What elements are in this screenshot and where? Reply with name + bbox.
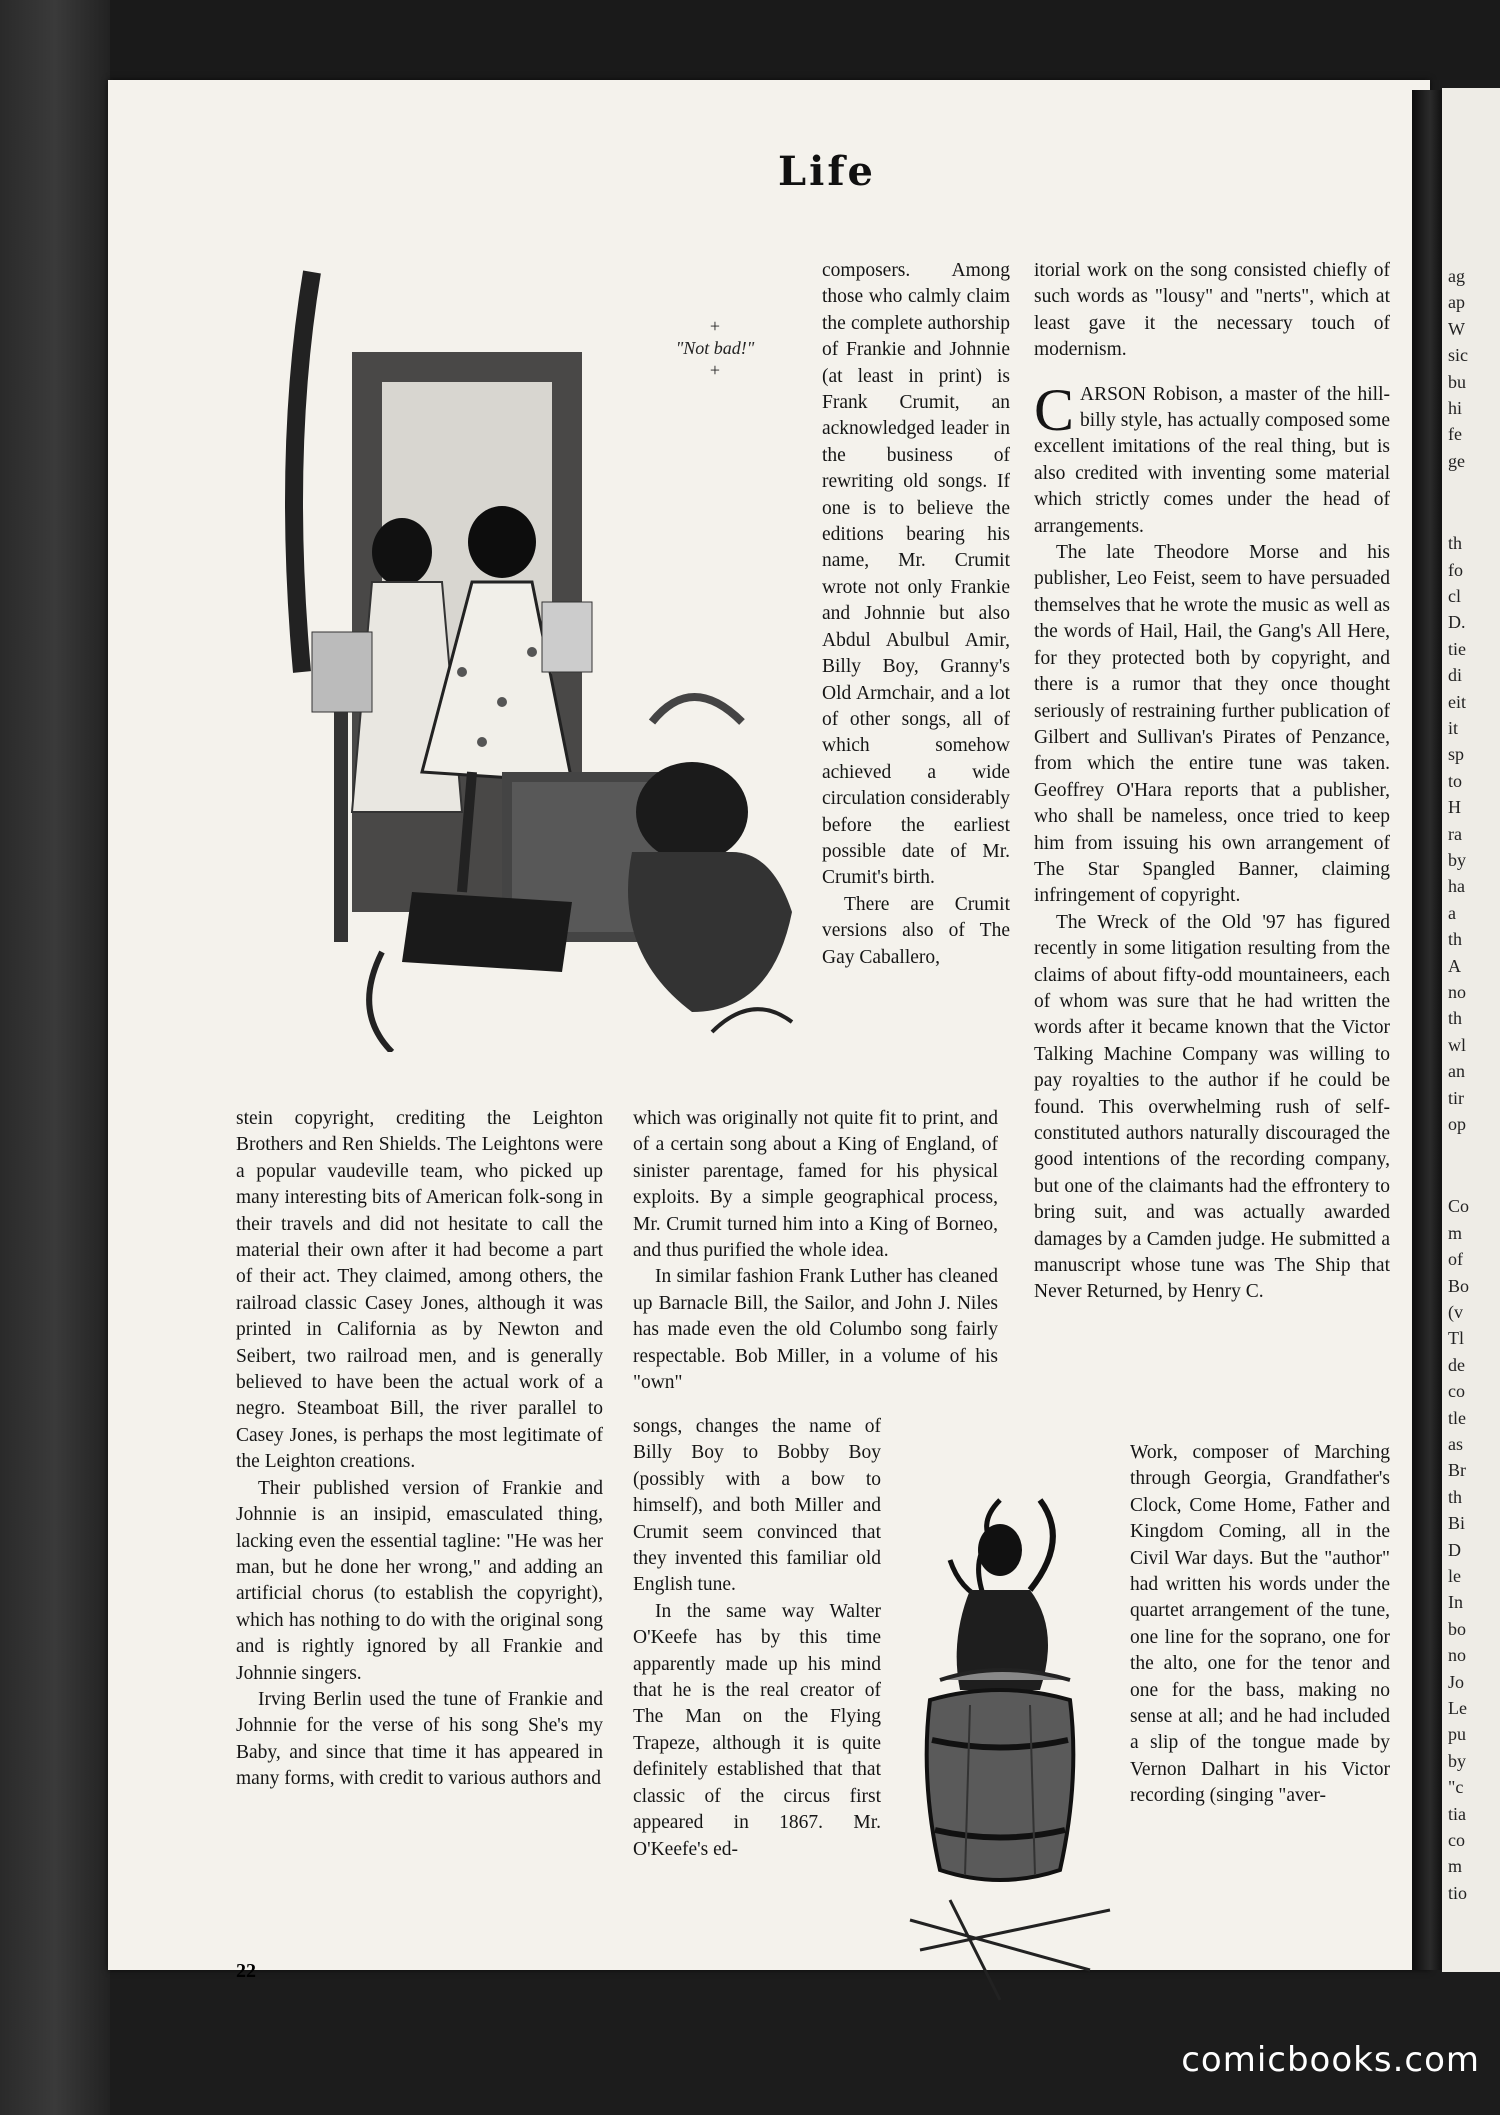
paragraph: The late Theodore Morse and his publisher, Leo Feist, seem to have persuaded themselves that he wrote the music as well as the words of Hail, Hail, the Gang's All Here, for they protected both by copyright, and there is a rumor that they once thought seriously of restraining further publication of Gilbert and Sullivan's Pirates of Penzance, from which the entire tune was taken. Geoffrey O'Hara reports that a publisher, who shall be nameless, once tried to keep him from issuing his own arrangement of The Star Spangled Banner, claiming infringement of copyright. bbox=[1034, 542, 1390, 907]
adjacent-page-text-fragment: ag bbox=[1448, 266, 1465, 286]
adjacent-page-text-fragment: sic bbox=[1448, 345, 1468, 366]
adjacent-page-text-fragment: co bbox=[1448, 1381, 1465, 1402]
adjacent-page-text-fragment: D bbox=[1448, 1539, 1461, 1560]
adjacent-page-text-fragment: of bbox=[1448, 1249, 1463, 1270]
caption-ornament-top: + bbox=[709, 316, 721, 336]
adjacent-page-text-fragment: eit bbox=[1448, 691, 1466, 712]
drop-cap: C bbox=[1034, 376, 1075, 443]
adjacent-page-text-fragment: Br bbox=[1448, 1460, 1466, 1481]
adjacent-page-text-fragment: fe bbox=[1448, 424, 1462, 445]
adjacent-page-text-fragment: by bbox=[1448, 850, 1466, 870]
scan-border-top bbox=[0, 0, 1500, 80]
paragraph: Their published version of Frankie and Johnnie is an insipid, emasculated thing, lacking even the essential tagline: "He was her man, but he done her wrong," and adding an artificial chorus (to establish the copyright), which has nothing to do with the original song and is rightly ignored by all Frankie and Johnnie singers. bbox=[236, 1477, 603, 1684]
adjacent-page-text-fragment: Tl bbox=[1448, 1328, 1464, 1349]
paragraph-dropcap bbox=[1034, 376, 1390, 540]
column-c-narrow bbox=[1130, 1440, 1390, 1810]
adjacent-page-text-fragment: tia bbox=[1448, 1803, 1466, 1824]
adjacent-page-text-fragment: le bbox=[1448, 1566, 1461, 1586]
adjacent-page-text-fragment: "c bbox=[1448, 1777, 1464, 1798]
adjacent-page-text-fragment: wl bbox=[1448, 1034, 1466, 1055]
column-b bbox=[633, 1106, 998, 1396]
adjacent-page-text-fragment: bu bbox=[1448, 371, 1466, 392]
adjacent-page-text-fragment: a bbox=[1448, 902, 1456, 923]
column-c bbox=[1034, 258, 1390, 1306]
adjacent-page-text-fragment: H bbox=[1448, 797, 1461, 818]
adjacent-page-text-fragment: ge bbox=[1448, 450, 1465, 471]
scan-border-left bbox=[0, 0, 110, 2115]
masthead-title: Life bbox=[778, 148, 876, 195]
adjacent-page-text-fragment: m bbox=[1448, 1222, 1463, 1243]
paragraph: In the same way Walter O'Keefe has by this time apparently made up his mind that he is the real creator of The Man on the Flying Trapeze, although it is quite definitely established that that classic of the circus first appeared in 1867. Mr. O'Keefe's ed- bbox=[633, 1600, 881, 1860]
paragraph-text: ARSON Robison, a master of the hill-billy style, has actually composed some excellent imitations of the real thing, but is also credited with inventing some material which strictly comes under the head of arrangements. bbox=[1034, 383, 1390, 537]
adjacent-page-text-fragment: as bbox=[1448, 1434, 1463, 1454]
adjacent-page-text-fragment: it bbox=[1448, 718, 1459, 738]
adjacent-page-text-fragment: di bbox=[1448, 665, 1463, 686]
adjacent-page-text-fragment: th bbox=[1448, 533, 1463, 554]
adjacent-page-text-fragment: an bbox=[1448, 1061, 1465, 1082]
column-b-top bbox=[822, 258, 1010, 971]
adjacent-page-text-fragment: Co bbox=[1448, 1196, 1470, 1217]
adjacent-page-text-fragment: no bbox=[1448, 1645, 1466, 1666]
adjacent-page-text-fragment: W bbox=[1448, 318, 1465, 339]
column-a bbox=[236, 1106, 603, 1793]
caption-ornament-bottom: + bbox=[709, 360, 721, 380]
adjacent-page-edge bbox=[1442, 88, 1500, 1972]
adjacent-page-text-fragment: by bbox=[1448, 1750, 1466, 1771]
paragraph: Work, composer of Marching through Georgia, Grandfather's Clock, Come Home, Father and Kingdom Coming, all in the Civil War days. But the "author" had written his words under the quartet arrangement of the tune, one line for the soprano, one for the alto, one for the tenor and one for the bass, making no sense at all; and he had included a slip of the tongue made by Vernon Dalhart in his Victor recording (singing "aver- bbox=[1130, 1442, 1390, 1807]
adjacent-page-text-fragment: th bbox=[1448, 1008, 1463, 1029]
cartoon-caption bbox=[650, 316, 780, 380]
adjacent-page-text-fragment: ra bbox=[1448, 823, 1462, 844]
watermark: comicbooks.com bbox=[1181, 2040, 1480, 2080]
adjacent-page-text-fragment: D. bbox=[1448, 612, 1466, 633]
adjacent-page-text-fragment: hi bbox=[1448, 398, 1463, 418]
adjacent-page-text-fragment: (v bbox=[1448, 1302, 1463, 1322]
book-gutter bbox=[1412, 90, 1442, 1970]
adjacent-page-text-fragment: to bbox=[1448, 770, 1463, 791]
paragraph: which was originally not quite fit to print, and of a certain song about a King of England, of sinister parentage, famed for his physical exploits. By a simple geographical process, Mr. Crumit turned him into a King of Borneo, and thus purified the whole idea. bbox=[633, 1108, 998, 1262]
adjacent-page-text-fragment: ha bbox=[1448, 876, 1465, 897]
adjacent-page-text-fragment: Bi bbox=[1448, 1513, 1466, 1534]
page-number: 22 bbox=[236, 1960, 256, 1982]
adjacent-page-text-fragment: ap bbox=[1448, 292, 1465, 313]
illustration-barrel-figure bbox=[890, 1480, 1120, 2010]
adjacent-page-text-fragment: pu bbox=[1448, 1724, 1466, 1745]
paragraph: itorial work on the song consisted chiefly of such words as "lousy" and "nerts", which at least gave it the necessary touch of modernism. bbox=[1034, 260, 1390, 361]
adjacent-page-text-fragment: In bbox=[1448, 1592, 1463, 1613]
adjacent-page-text-fragment: A bbox=[1448, 955, 1461, 976]
paragraph: In similar fashion Frank Luther has cleaned up Barnacle Bill, the Sailor, and John J. Niles has made even the old Columbo song fairly respectable. Bob Miller, in a volume of his "own" bbox=[633, 1266, 998, 1394]
paragraph: songs, changes the name of Billy Boy to Bobby Boy (possibly with a bow to himself), and both Miller and Crumit seem convinced that they invented this familiar old English tune. bbox=[633, 1416, 881, 1596]
adjacent-page-text-fragment: no bbox=[1448, 982, 1466, 1002]
adjacent-page-text-fragment: bo bbox=[1448, 1618, 1466, 1639]
adjacent-page-text-fragment: m bbox=[1448, 1856, 1463, 1877]
adjacent-page-text-fragment: Jo bbox=[1448, 1671, 1465, 1692]
adjacent-page-text-fragment: tir bbox=[1448, 1087, 1464, 1108]
adjacent-page-text-fragment: cl bbox=[1448, 586, 1461, 606]
adjacent-page-text-fragment: co bbox=[1448, 1830, 1465, 1850]
paragraph: Irving Berlin used the tune of Frankie and Johnnie for the verse of his song She's my Baby, and since that time it has appeared in many forms, with credit to various authors and bbox=[236, 1688, 603, 1790]
caption-text: "Not bad!" bbox=[675, 338, 755, 358]
paragraph: composers. Among those who calmly claim the complete authorship of Frankie and Johnnie (at least in print) is Frank Crumit, an acknowledged leader in the business of rewriting old songs. If one is to believe the editions bearing his name, Mr. Crumit wrote not only Frankie and Johnnie but also Abdul Abulbul Amir, Billy Boy, Granny's Old Armchair, and a lot of other songs, all of which somehow achieved a wide circulation considerably before the earliest possible date of Mr. Crumit's birth. bbox=[822, 260, 1010, 889]
adjacent-page-text-fragment: op bbox=[1448, 1114, 1466, 1134]
paragraph: stein copyright, crediting the Leighton Brothers and Ren Shields. The Leightons were a popular vaudeville team, who picked up many interesting bits of American folk-song in their travels and did not hesitate to call the material their own after it had become a part of their act. They claimed, among others, the railroad classic Casey Jones, although it was printed in California as by Newton and Seibert, two railroad men, and is generally believed to have been the actual work of a negro. Steamboat Bill, the river parallel to Casey Jones, is perhaps the most legitimate of the Leighton creations. bbox=[236, 1108, 603, 1473]
adjacent-page-text-fragment: Bo bbox=[1448, 1275, 1470, 1296]
adjacent-page-text-fragment: fo bbox=[1448, 559, 1463, 580]
adjacent-page-text-fragment: th bbox=[1448, 929, 1463, 950]
adjacent-page-text-fragment: th bbox=[1448, 1486, 1463, 1507]
paragraph: The Wreck of the Old '97 has figured recently in some litigation resulting from the claims of about fifty-odd mountaineers, each of whom was sure that he had written the words after it became known that the Victor Talking Machine Company was willing to pay royalties to the author if he could be found. This overwhelming rush of self-constituted authors naturally discouraged the good intentions of the recording company, but one of the claimants had the effrontery to bring suit, and was actually awarded damages by a Camden judge. He submitted a manuscript whose tune was The Ship that Never Returned, by Henry C. bbox=[1034, 911, 1390, 1303]
paragraph: There are Crumit versions also of The Gay Caballero, bbox=[822, 893, 1010, 968]
adjacent-page-text-fragment: Le bbox=[1448, 1698, 1467, 1718]
adjacent-page-text-fragment: tie bbox=[1448, 638, 1466, 659]
column-b-narrow bbox=[633, 1414, 881, 1863]
adjacent-page-text-fragment: sp bbox=[1448, 744, 1465, 765]
adjacent-page-text-fragment: tio bbox=[1448, 1882, 1468, 1903]
adjacent-page-text-fragment: de bbox=[1448, 1354, 1465, 1375]
adjacent-page-text-fragment: tle bbox=[1448, 1407, 1466, 1428]
